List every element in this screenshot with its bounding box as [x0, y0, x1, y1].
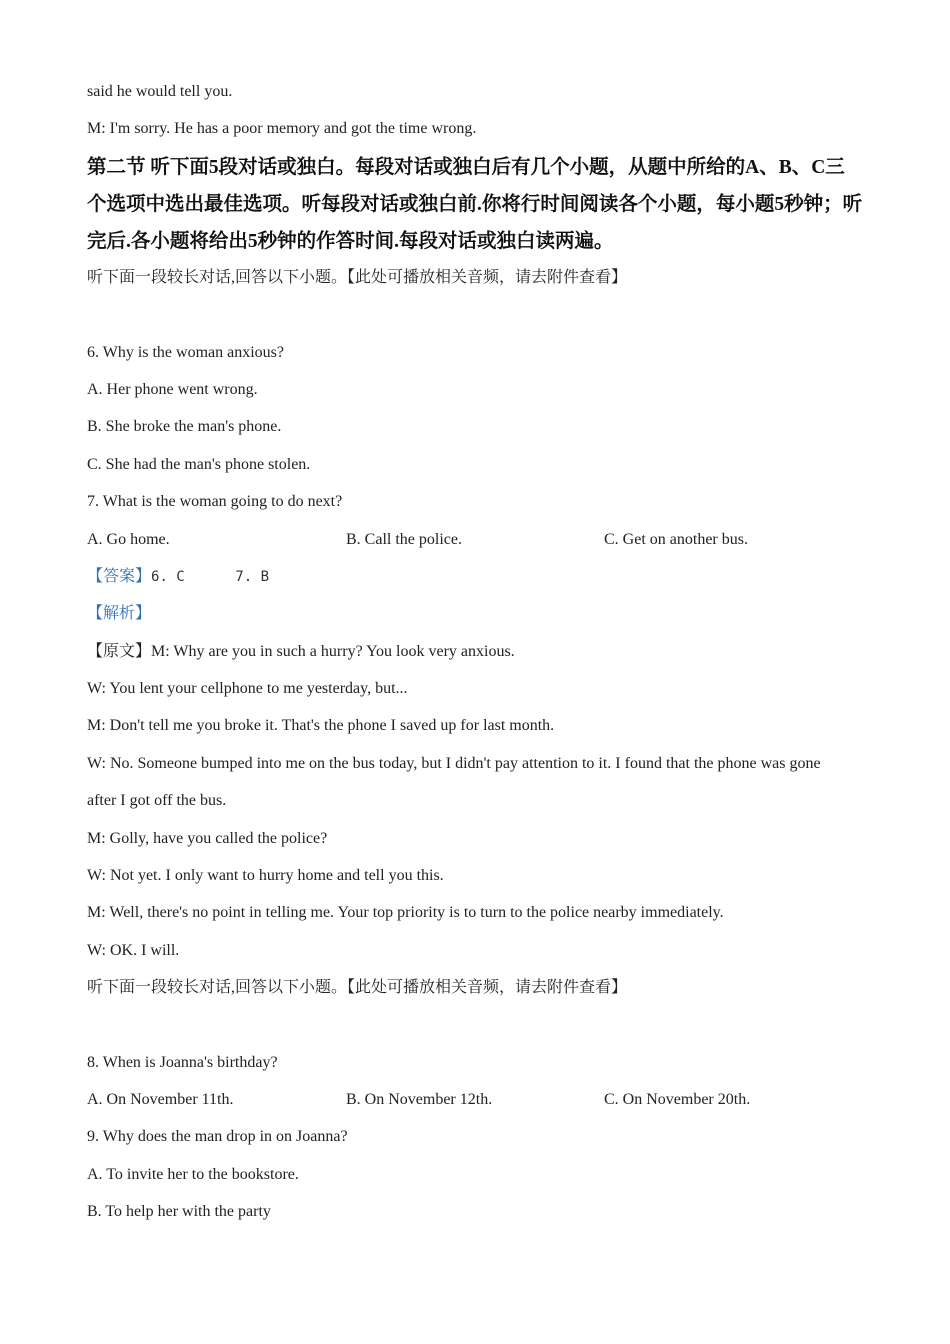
dialogue-line: W: Not yet. I only want to hurry home and tell you this. [87, 867, 444, 884]
question-8-option-c: C. On November 20th. [604, 1091, 751, 1108]
question-6-option-b: B. She broke the man's phone. [87, 418, 282, 435]
dialogue-line: M: Don't tell me you broke it. That's the phone I saved up for last month. [87, 717, 555, 734]
question-7: 7. What is the woman going to do next? [87, 493, 343, 510]
listening-instruction: 听下面一段较长对话,回答以下小题。【此处可播放相关音频，请去附件查看】 [87, 269, 628, 286]
answer-label: 【答案】 [87, 568, 152, 585]
question-9: 9. Why does the man drop in on Joanna? [87, 1128, 348, 1145]
dialogue-line: M: Why are you in such a hurry? You look very anxious. [151, 643, 515, 660]
question-6-option-c: C. She had the man's phone stolen. [87, 456, 311, 473]
question-7-option-b: B. Call the police. [346, 531, 462, 548]
answer-line [87, 567, 269, 587]
question-8-option-a: A. On November 11th. [87, 1091, 234, 1108]
dialogue-line: W: You lent your cellphone to me yesterday, but... [87, 680, 408, 697]
question-6-option-a: A. Her phone went wrong. [87, 381, 258, 398]
text-line: said he would tell you. [87, 83, 233, 100]
section-heading: 个选项中选出最佳选项。听每段对话或独白前.你将行时间阅读各个小题，每小题5秒钟；听 [87, 194, 863, 215]
dialogue-line: M: Well, there's no point in telling me. Your top priority is to turn to the police nearby immediately. [87, 904, 724, 921]
question-7-option-c: C. Get on another bus. [604, 531, 748, 548]
transcript-line [87, 642, 515, 662]
original-text-label: 【原文】 [87, 643, 152, 660]
listening-instruction: 听下面一段较长对话,回答以下小题。【此处可播放相关音频，请去附件查看】 [87, 979, 628, 996]
dialogue-line: W: No. Someone bumped into me on the bus today, but I didn't pay attention to it. I found that the phone was gone [87, 755, 821, 772]
question-9-option-a: A. To invite her to the bookstore. [87, 1166, 299, 1183]
dialogue-line: after I got off the bus. [87, 792, 227, 809]
section-heading: 第二节 听下面5段对话或独白。每段对话或独白后有几个小题，从题中所给的A、B、C三 [87, 157, 845, 178]
answer-value: 6. C 7. B [151, 569, 270, 585]
question-7-option-a: A. Go home. [87, 531, 170, 548]
question-8: 8. When is Joanna's birthday? [87, 1054, 278, 1071]
dialogue-line: M: Golly, have you called the police? [87, 830, 328, 847]
question-8-option-b: B. On November 12th. [346, 1091, 493, 1108]
analysis-label: 【解析】 [87, 605, 152, 622]
question-6: 6. Why is the woman anxious? [87, 344, 285, 361]
dialogue-line: W: OK. I will. [87, 942, 180, 959]
section-heading: 完后.各小题将给出5秒钟的作答时间.每段对话或独白读两遍。 [87, 231, 614, 252]
text-line: M: I'm sorry. He has a poor memory and got the time wrong. [87, 120, 477, 137]
question-9-option-b: B. To help her with the party [87, 1203, 271, 1220]
